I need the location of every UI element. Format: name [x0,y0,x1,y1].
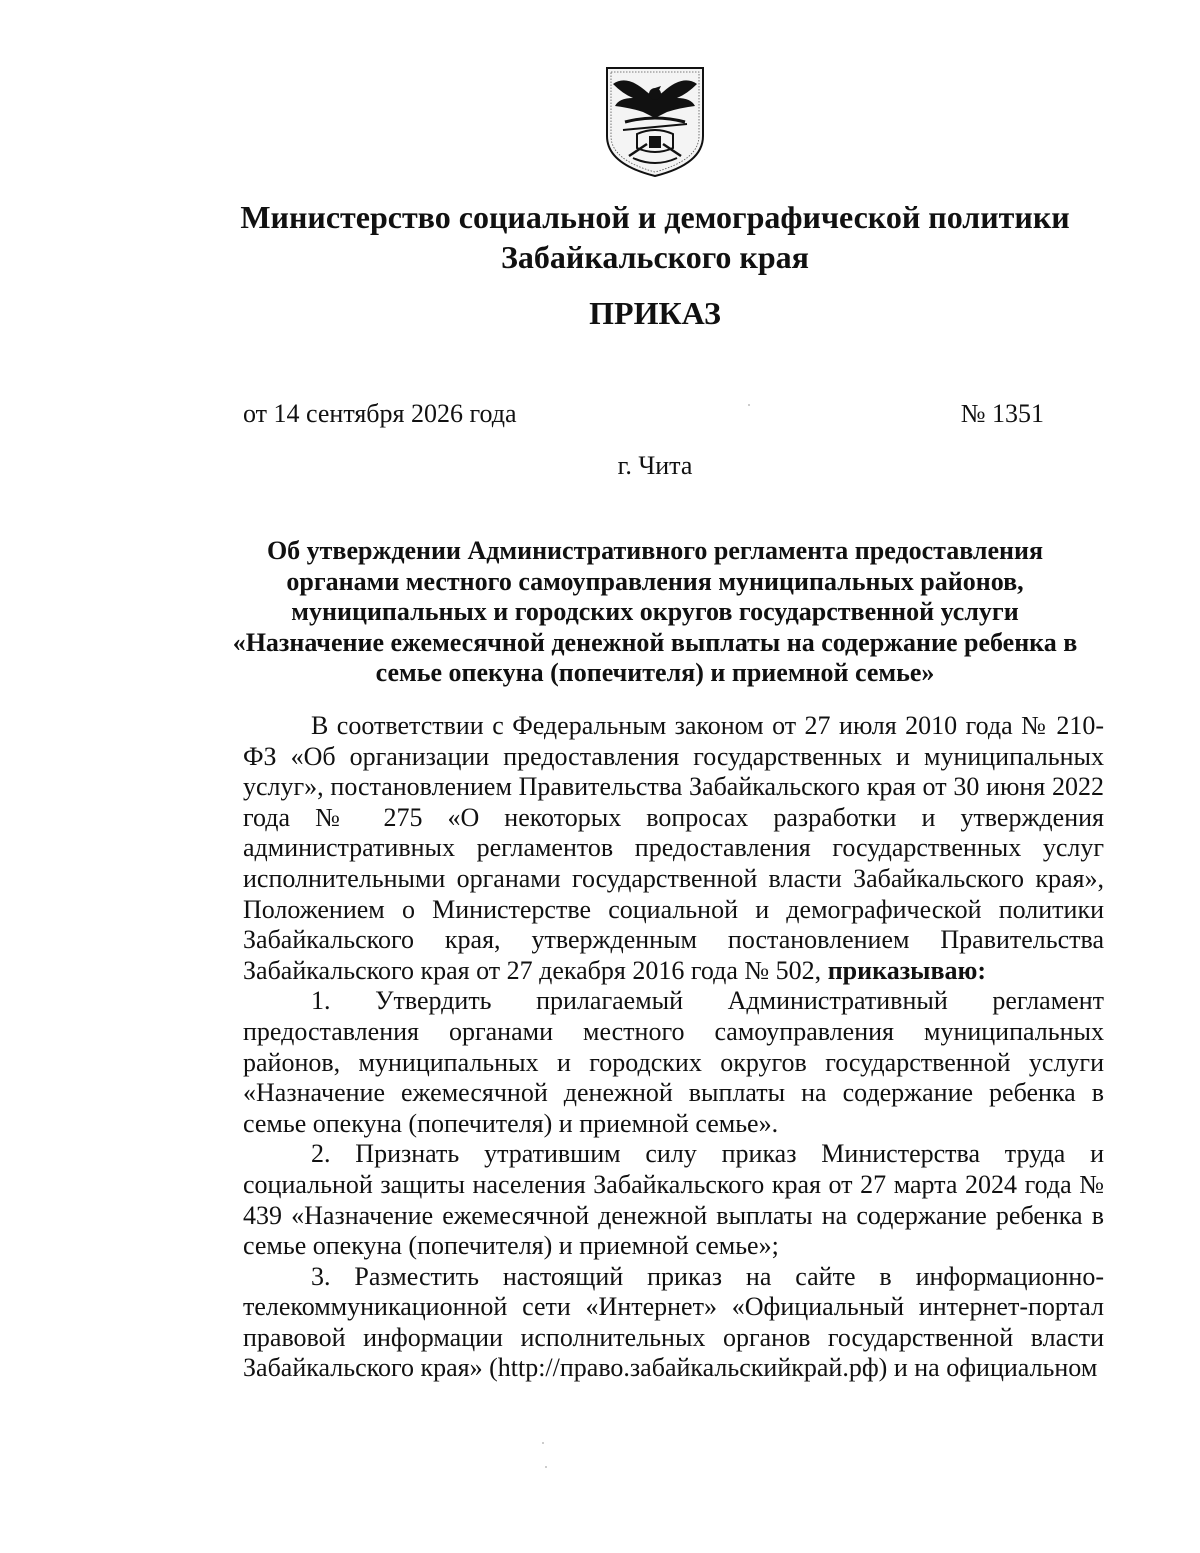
ministry-name-line2: Забайкальского края [501,239,809,275]
ministry-name-line1: Министерство социальной и демографической политики [240,199,1070,235]
coat-of-arms-icon [603,64,707,180]
scan-speck [748,404,750,406]
order-city: г. Чита [617,451,693,480]
order-title: ПРИКАЗ [589,295,721,331]
subject-line: семье опекуна (попечителя) и приемной семье» [375,658,935,687]
subject-line: органами местного самоуправления муниципальных районов, [286,566,1024,596]
order-date: от 14 сентября 2026 года [243,399,517,428]
order-subject [200,536,1110,689]
subject-line: Об утверждении Административного регламента предоставления [266,536,1044,565]
preamble-paragraph [243,711,1104,986]
scan-speck [545,1466,547,1468]
order-word: приказываю: [827,955,987,985]
subject-line: «Назначение ежемесячной денежной выплаты на содержание ребенка в [232,627,1078,657]
subject-line: муниципальных и городских округов государственной услуги [291,597,1019,626]
order-number: № 1351 [960,399,1044,428]
order-item: 3. Разместить настоящий приказ на сайте в информационно-телекоммуникационной сети «Интернет» «Официальный интернет-портал правовой информации исполнительных органов государственной власти Забайкальского края» (http://право.забайкальскийкрай.рф) и на официальном [243,1261,1104,1383]
order-item: 2. Признать утратившим силу приказ Министерства труда и социальной защиты населения Забайкальского края от 27 марта 2024 года № 439 «Назначение ежемесячной денежной выплаты на содержание ребенка в семье опекуна (попечителя) и приемной семье»; [243,1139,1104,1261]
scan-speck [542,1442,544,1444]
preamble-text: В соответствии с Федеральным законом от 27 июля 2010 года № 210-ФЗ «Об организации предоставления государственных и муниципальных услуг», постановлением Правительства Забайкальского края от 30 июня 2022 года № 275 «О некоторых вопросах разработки и утверждения административных регламентов предоставления государственных услуг исполнительными органами государственной власти Забайкальского края», Положением о Министерстве социальной и демографической политики Забайкальского края, утвержденным постановлением Правительства Забайкальского края от 27 декабря 2016 года № 502, [243,711,1104,985]
ministry-name [200,197,1110,277]
order-item: 1. Утвердить прилагаемый Административный регламент предоставления органами местного самоуправления муниципальных районов, муниципальных и городских округов государственной услуги «Назначение ежемесячной денежной выплаты на содержание ребенка в семье опекуна (попечителя) и приемной семье». [243,986,1104,1138]
order-body [243,711,1104,1384]
